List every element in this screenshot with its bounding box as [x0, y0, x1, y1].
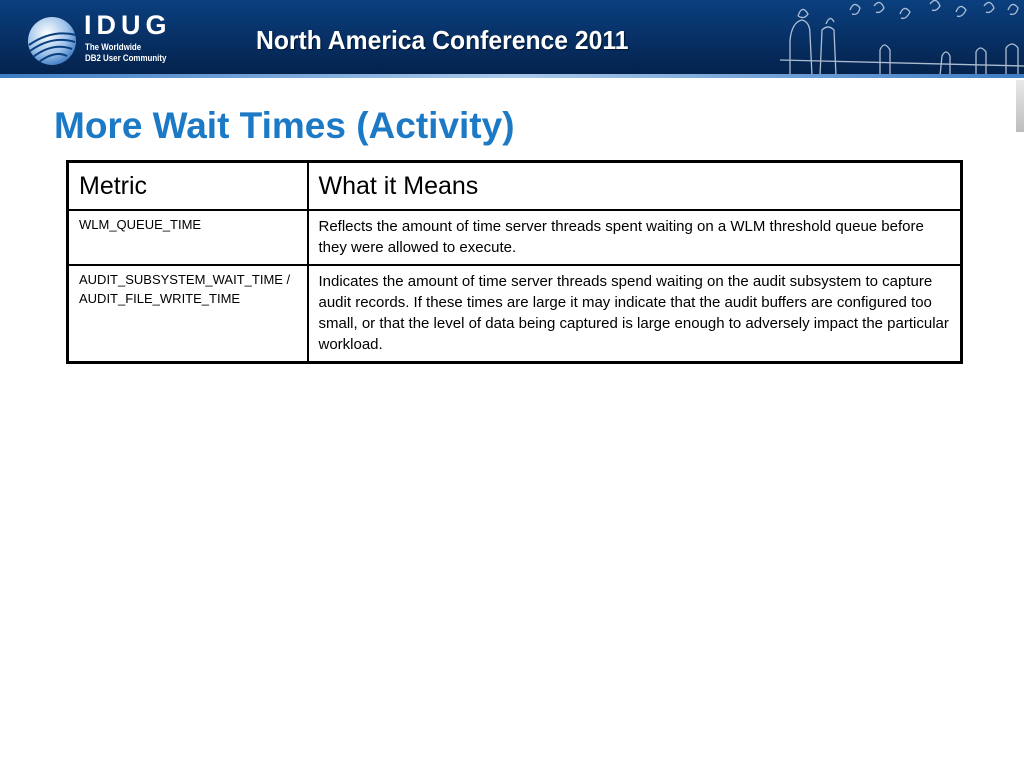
logo-wordmark: IDUG — [84, 10, 172, 40]
idug-globe-logo-icon — [26, 15, 78, 67]
metric-description: Indicates the amount of time server threads spend waiting on the audit subsystem to capture audit records. If these times are large it may indicate that the audit buffers are configured too small, or that the level of data being captured is large enough to adversely impact the particular workload. — [308, 265, 962, 363]
table-row — [68, 265, 962, 363]
table-header-row — [68, 162, 962, 211]
metric-name — [68, 265, 308, 363]
header-banner — [0, 0, 1024, 76]
logo-tagline-line-2: DB2 User Community — [85, 53, 167, 63]
banner-divider — [0, 74, 1024, 78]
column-header-metric: Metric — [68, 162, 308, 211]
slide-title: More Wait Times (Activity) — [54, 105, 515, 146]
metrics-table — [66, 160, 963, 364]
logo-tagline-line-1: The Worldwide — [85, 42, 142, 52]
crowd-silhouette-icon — [780, 0, 1024, 76]
metric-name-text: AUDIT_SUBSYSTEM_WAIT_TIME / AUDIT_FILE_WRITE_TIME — [79, 272, 291, 306]
column-header-meaning: What it Means — [308, 162, 962, 211]
table-row — [68, 210, 962, 265]
right-edge-decoration — [1016, 80, 1024, 132]
logo-tagline — [85, 42, 173, 64]
conference-title: North America Conference 2011 — [256, 25, 629, 55]
metric-name: WLM_QUEUE_TIME — [68, 210, 308, 265]
metric-description: Reflects the amount of time server threads spent waiting on a WLM threshold queue before they were allowed to execute. — [308, 210, 962, 265]
